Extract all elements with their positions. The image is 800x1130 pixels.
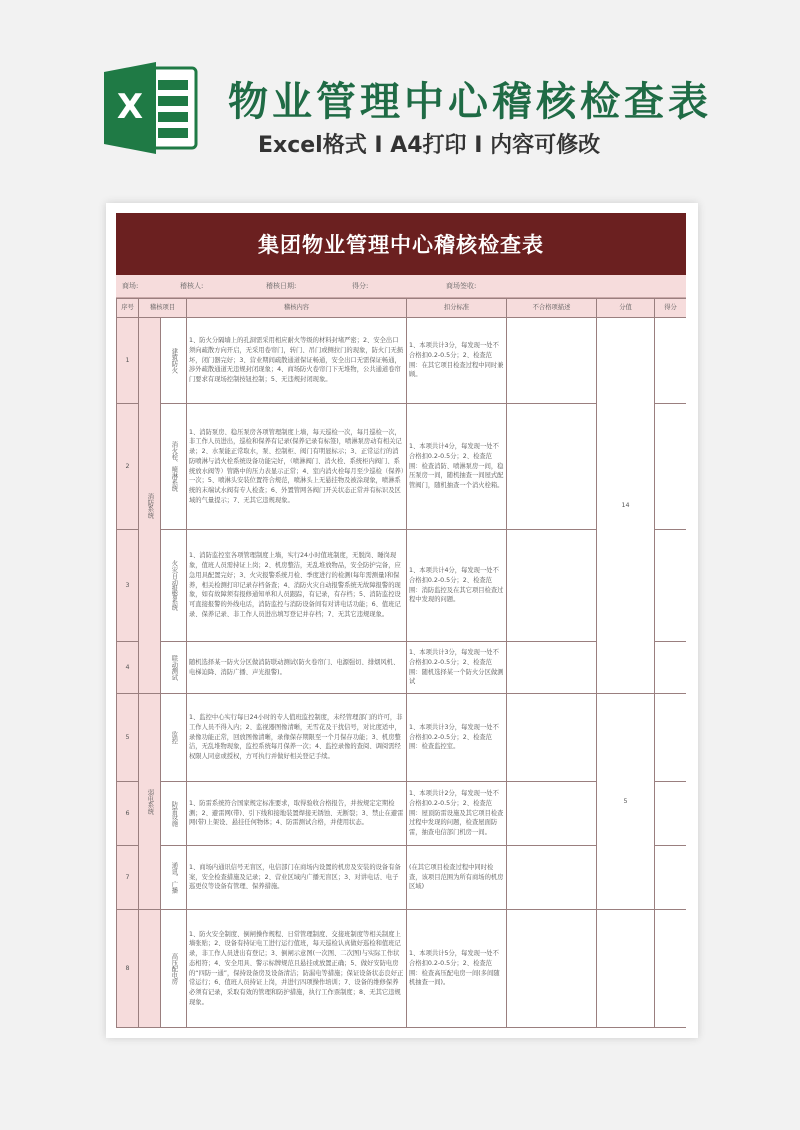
row-no: 3 xyxy=(117,530,139,642)
content-cell: 1、商场内通讯信号无盲区，电信部门在商场内设置的机房及安装的设备有备案，安全检查措施及记录；2、营业区域内广播无盲区；3、对讲电话、电子巡更仪等设备有管理、保养措施。 xyxy=(187,846,407,910)
info-score: 得分: xyxy=(352,282,369,290)
deduct-cell: 1、本项共计3分，每发现一处不合格扣0.2-0.5分；2、检查范围：在其它项目检查过程中同时兼顾。 xyxy=(407,318,507,404)
document-preview xyxy=(106,203,698,1038)
sub-item: 通讯、广播 xyxy=(161,846,187,910)
defect-cell[interactable] xyxy=(507,782,597,846)
score-cell[interactable] xyxy=(655,404,687,530)
points-cell: 14 xyxy=(597,318,655,694)
col-no: 序号 xyxy=(117,299,139,318)
info-row xyxy=(116,275,686,298)
group-cell xyxy=(139,910,161,1028)
row-no: 6 xyxy=(117,782,139,846)
sub-item: 建筑防火 xyxy=(161,318,187,404)
deduct-cell: 1、本项共计5分，每发现一处不合格扣0.2-0.5分；2、检查范围：检查高压配电房一间(多间随机抽查一间)。 xyxy=(407,910,507,1028)
info-date: 稽核日期: xyxy=(266,282,297,290)
col-points: 分值 xyxy=(597,299,655,318)
sub-item: 消火栓、喷淋系统 xyxy=(161,404,187,530)
deduct-cell: 1、本项共计4分，每发现一处不合格扣0.2-0.5分；2、检查范围：检查消防、喷淋泵房一间，稳压泵房一间，随机抽查一间屋式配管阀门，随机抽查一个消火栓箱。 xyxy=(407,404,507,530)
points-cell xyxy=(597,910,655,1028)
score-cell[interactable] xyxy=(655,694,687,782)
info-signoff: 商场签收: xyxy=(446,282,477,290)
score-cell[interactable] xyxy=(655,642,687,694)
row-no: 5 xyxy=(117,694,139,782)
deduct-cell: 1、本项共计2分，每发现一处不合格扣0.2-0.5分；2、检查范围：屋顶防雷设施及其它项目检查过程中发现的问题，检查屋面防雷，抽查电信部门机房一间。 xyxy=(407,782,507,846)
points-cell: 5 xyxy=(597,694,655,910)
sub-item: 监控 xyxy=(161,694,187,782)
score-cell[interactable] xyxy=(655,318,687,404)
excel-logo xyxy=(100,58,204,158)
spreadsheet xyxy=(116,213,686,1028)
defect-cell[interactable] xyxy=(507,694,597,782)
info-mall: 商场: xyxy=(122,282,139,290)
score-cell[interactable] xyxy=(655,910,687,1028)
defect-cell[interactable] xyxy=(507,318,597,404)
row-no: 4 xyxy=(117,642,139,694)
col-item: 稽核项目 xyxy=(139,299,187,318)
content-cell: 1、监控中心实行每日24小时的专人值班监控制度，未经管理部门的许可，非工作人员不得入内；2、监视器图像清晰，无雪花及干扰信号，对比度适中，录像功能正常，回放图像清晰，录像保存期限至一个月保存功能；3、机房整洁，无乱堆物现象，监控系统每月保养一次；4、监控录像的查阅、调阅需经权限人同意或授权，方可执行并做好相关登记手续。 xyxy=(187,694,407,782)
page-subtitle: Excel格式 I A4打印 I 内容可修改 xyxy=(258,133,601,158)
content-cell: 1、防雷系统符合国家规定标准要求，取得验收合格报告，并按规定定期检测；2、避雷网(带)、引下线和接地装置焊接无锈蚀、无断裂；3、禁止在避雷网(带)上架设、悬挂任何物体；4、防雷测试合格，并使用状态。 xyxy=(187,782,407,846)
score-cell[interactable] xyxy=(655,530,687,642)
sheet-banner: 集团物业管理中心稽核检查表 xyxy=(116,213,686,275)
deduct-cell: 1、本项共计3分，每发现一处不合格扣0.2-0.5分；2、检查范围：检查监控室。 xyxy=(407,694,507,782)
row-no: 1 xyxy=(117,318,139,404)
defect-cell[interactable] xyxy=(507,530,597,642)
row-no: 2 xyxy=(117,404,139,530)
content-cell: 1、消防泵房、稳压泵房各项管理制度上墙，每天巡检一次，每月巡检一次，非工作人员进出，巡检和保养有记录(保养记录有标签)，喷淋泵房动有相关记录；2、水泵能正常取水，泵、控制柜、阀门有明显标示；3、正常运行的消防喷淋与消火栓系统设备功能完好，（喷淋阀门、消火栓、系统柜内阀门、系统放水阀等）管路中的压力表显示正常；4、室内消火栓每月至少巡检（保养）一次；5、喷淋头安装位置符合规范，喷淋头上无悬挂物及被涂现象，喷淋系统的末端试水阀有专人检查；6、外置管网各阀门开关状态正常并有标识及区域的气量提示；7、无其它违规现象。 xyxy=(187,404,407,530)
score-cell[interactable] xyxy=(655,782,687,846)
info-auditor: 稽核人: xyxy=(180,282,204,290)
group-label: 弱电系统 xyxy=(146,788,154,815)
content-cell: 1、消防监控室各项管理制度上墙，实行24小时值班制度，无脱岗、睡岗现象，值班人员需持证上岗；2、机房整洁，无乱堆放物品，安全防护完备，应急用具配置完好；3、火灾报警系统月检、季度进行的检测(每年需测量)和保养，相关检测打印记录存档备查；4、消防火灾自动报警系统无故障报警的现象，如有故障须有报修通知单和人员跟踪，有记录，有存档；5、消防监控设可直接报警的外线电话，消防监控与消防设备间有对讲电话功能；6、值班记录、保养记录、非工作人员进出填写登记并存档；7、无其它违规现象。 xyxy=(187,530,407,642)
audit-table xyxy=(116,298,686,1028)
content-cell: 1、防火分隔墙上的孔洞需采用相应耐火等级的材料封堵严密；2、安全出口须向疏散方向开启，无采用卷帘门，转门、吊门或侧拉门的现象，防火门无损坏，闭门器完好；3、营业期间疏散通道保证畅通，安全出口无需保证畅通，涉外疏散通道无违规封闭现象；4、商场防火卷帘门下无堆物，公共通道卷帘门要求有现场控制按钮控制；5、无违规封闭现象。 xyxy=(187,318,407,404)
defect-cell[interactable] xyxy=(507,846,597,910)
table-row xyxy=(117,694,687,782)
sub-item: 防雷设施 xyxy=(161,782,187,846)
col-deduct: 扣分标准 xyxy=(407,299,507,318)
table-row xyxy=(117,318,687,404)
page-title: 物业管理中心稽核检查表 xyxy=(228,79,712,125)
row-no: 8 xyxy=(117,910,139,1028)
content-cell: 随机选择某一防火分区做消防联动测试(防火卷帘门、电源强切、排烟风机、电梯迫降、消防广播、声光报警)。 xyxy=(187,642,407,694)
row-no: 7 xyxy=(117,846,139,910)
deduct-cell: 1、本项共计3分，每发现一处不合格扣0.2-0.5分；2、检查范围：随机选择某一个防火分区做测试 xyxy=(407,642,507,694)
score-cell[interactable] xyxy=(655,846,687,910)
defect-cell[interactable] xyxy=(507,404,597,530)
excel-icon xyxy=(100,58,204,158)
group-label: 消防系统 xyxy=(146,492,154,519)
deduct-cell: 1、本项共计4分，每发现一处不合格扣0.2-0.5分；2、检查范围：消防监控及在其它项目检查过程中发现的问题。 xyxy=(407,530,507,642)
col-score: 得分 xyxy=(655,299,687,318)
defect-cell[interactable] xyxy=(507,910,597,1028)
deduct-cell: (在其它项目检查过程中同时检查，该项目范围为所有商场的机房区域) xyxy=(407,846,507,910)
svg-text:X: X xyxy=(116,87,144,127)
col-content: 稽核内容 xyxy=(187,299,407,318)
group-cell xyxy=(139,318,161,694)
sub-item: 高压配电房 xyxy=(161,910,187,1028)
col-defect: 不合格项描述 xyxy=(507,299,597,318)
sub-item: 火灾自动报警系统 xyxy=(161,530,187,642)
table-row xyxy=(117,910,687,1028)
table-header xyxy=(117,299,687,318)
defect-cell[interactable] xyxy=(507,642,597,694)
sub-item: 联动测试 xyxy=(161,642,187,694)
content-cell: 1、防火安全制度、倒闸操作规程、日常管理制度、交接班制度等相关制度上墙张贴；2、设备有持证电工进行运行值班，每天巡检认真做好巡检和值班记录，非工作人员进出有登记；3、倒闸示意图(一次图、二次图)与实际工作状态相符；4、安全用具、警示标牌规范且悬挂或放置正确；5、做好安防电房的“四防一通”，保持设备房及设备清洁；防漏电等措施；保证设备状态良好正常运行；6、值班人员持证上岗，并进行四项操作培训；7、设备的维修保养必须有记录，采取有效的管理和防护措施，执行工作票制度；8、无其它违规现象。 xyxy=(187,910,407,1028)
group-cell xyxy=(139,694,161,910)
